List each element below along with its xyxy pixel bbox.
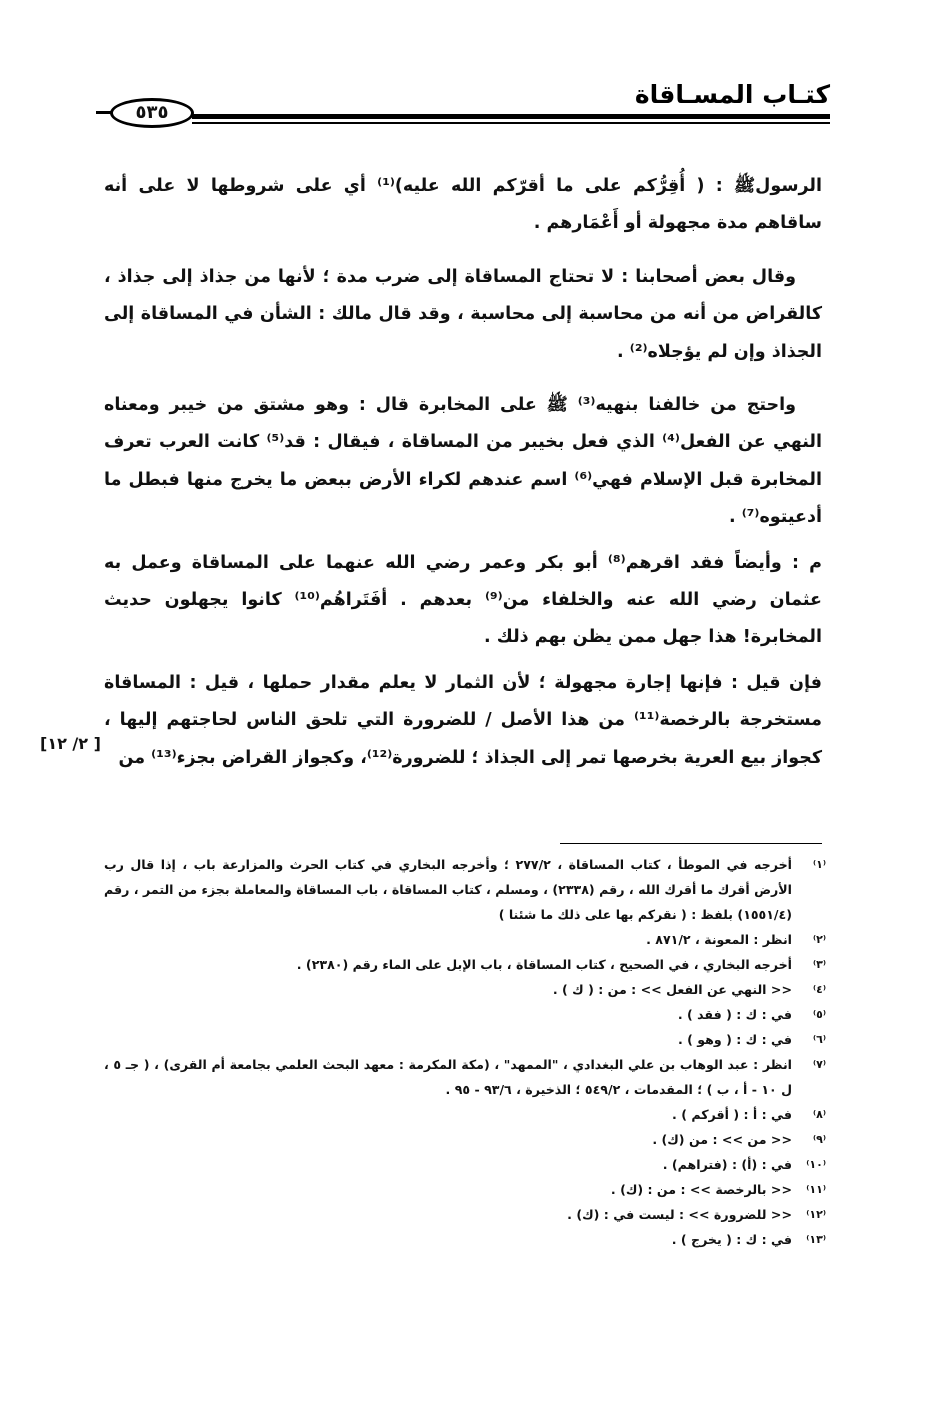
footnote-number: ⁽٤⁾ <box>812 983 826 996</box>
footnote <box>104 1152 826 1177</box>
footnote <box>104 1027 826 1052</box>
footnote <box>104 1052 826 1102</box>
footnotes <box>104 852 826 1252</box>
footnote-text: انظر : عبد الوهاب بن علي البغدادي ، "الممهد" ، (مكة المكرمة : معهد البحث العلمي بجامعة أم القرى) ، ( جـ ٥ ، ل ١٠ - أ ، ب ) ؛ المقدمات ، ٥٤٩/٢ ؛ الذخيرة ، ٩٣/٦ - ٩٥ . <box>104 1057 792 1097</box>
paragraph-4: م : وأيضاً فقد اقرهم⁽⁸⁾ أبو بكر وعمر رضي الله عنهما على المساقاة وعمل به عثمان رضي الله عنه والخلفاء من⁽⁹⁾ بعدهم . أفَتَراهُم⁽¹⁰⁾ كانوا يجهلون حديث المخابرة! هذا جهل ممن يظن بهم ذلك . <box>104 552 823 648</box>
footnote-number: ⁽١٠⁾ <box>806 1158 826 1171</box>
main-text <box>104 168 822 793</box>
footnote-text: في : ك : ( وهو ) . <box>677 1032 792 1047</box>
footnote-number: ⁽٩⁾ <box>812 1133 826 1146</box>
footnote-text: أخرجه في الموطأ ، كتاب المساقاة ، ٢٧٧/٢ ؛ وأخرجه البخاري في كتاب الحرث والمزارعة باب ، إذا قال رب الأرض أقرك ما أقرك الله ، رقم (٢٣٣٨) ، ومسلم ، كتاب المساقاة ، باب المساقاة والمعاملة بجزء من التمر ، رقم (١٥٥١/٤) بلفظ : ( نقركم بها على ذلك ما شئنا ) <box>104 857 792 922</box>
paragraph-2: وقال بعض أصحابنا : لا تحتاج المساقاة إلى ضرب مدة ؛ لأنها من جذاذ إلى جذاذ ، كالقراض من أنه من محاسبة إلى محاسبة ، وقد قال مالك : الشأن في المساقاة إلى الجذاذ وإن لم يؤجلاه⁽²⁾ . <box>104 266 822 362</box>
running-header <box>110 78 830 126</box>
footnote-text: في : ك : ( فقد ) . <box>677 1007 792 1022</box>
footnote-number: ⁽١⁾ <box>812 858 826 871</box>
footnote-number: ⁽٦⁾ <box>812 1033 826 1046</box>
manuscript-folio-marker: [٢/ ١٢ ] <box>40 734 101 753</box>
paragraph-1: الرسولﷺ : ( أُقِرُّكم على ما أقرّكم الله عليه)⁽¹⁾ أي على شروطها لا على أنه ساقاهم مدة مجهولة أو أَعْمَارهم . <box>104 176 822 234</box>
page-number: ٥٣٥ <box>110 98 194 128</box>
footnote <box>104 852 826 927</box>
footnote-text: في : (أ) : (فتراهم) . <box>662 1157 792 1172</box>
footnote-text: في : أ : ( أقركم ) . <box>672 1107 792 1122</box>
footnote-text: أخرجه البخاري ، في الصحيح ، كتاب المساقاة ، باب الإبل على الماء رقم (٢٣٨٠) . <box>296 957 792 972</box>
footnote <box>104 1202 826 1227</box>
footnote <box>104 1177 826 1202</box>
footnote-text: << بالرخصة >> : من : (ك) . <box>610 1182 792 1197</box>
footnote-number: ⁽١٣⁾ <box>806 1233 826 1246</box>
paragraph-5: فإن قيل : فإنها إجارة مجهولة ؛ لأن الثمار لا يعلم مقدار حملها ، قيل : المساقاة مستخرجة بالرخصة⁽¹¹⁾ من هذا الأصل / للضرورة التي تلحق الناس لحاجتهم إليها ، كجواز بيع العرية بخرصها تمر إلى الجذاذ ؛ للضرورة⁽¹²⁾، وكجواز القراض بجزء⁽¹³⁾ من <box>104 672 822 768</box>
header-rule-thick <box>192 114 830 119</box>
header-rule-thin <box>192 122 830 124</box>
footnote-number: ⁽٨⁾ <box>812 1108 826 1121</box>
book-title: كتـاب المسـاقاة <box>634 80 830 109</box>
footnote-separator <box>560 843 822 844</box>
footnote-text: في : ك : ( يخرج ) . <box>671 1232 792 1247</box>
footnote-text: انظر : المعونة ، ٨٧١/٢ . <box>646 932 792 947</box>
footnote-number: ⁽٧⁾ <box>812 1058 826 1071</box>
footnote <box>104 927 826 952</box>
footnote-number: ⁽٥⁾ <box>812 1008 826 1021</box>
footnote <box>104 1102 826 1127</box>
footnote-number: ⁽٣⁾ <box>812 958 826 971</box>
footnote-number: ⁽٢⁾ <box>812 933 826 946</box>
footnote-text: << للضرورة >> : ليست في : (ك) . <box>567 1207 792 1222</box>
footnote <box>104 1002 826 1027</box>
paragraph-3: واحتج من خالفنا بنهيه⁽³⁾ ﷺ على المخابرة قال : وهو مشتق من خيبر ومعناه النهي عن الفعل⁽⁴⁾ الذي فعل بخيبر من المساقاة ، فيقال : قد⁽⁵⁾ كانت العرب تعرف المخابرة قبل الإسلام فهي⁽⁶⁾ اسم عندهم لكراء الأرض ببعض ما يخرج منها فبطل ما أدعيتوه⁽⁷⁾ . <box>104 395 822 528</box>
footnote-text: << النهي عن الفعل >> : من : ( ك ) . <box>552 982 792 997</box>
footnote-number: ⁽١٢⁾ <box>806 1208 826 1221</box>
footnote <box>104 977 826 1002</box>
footnote-number: ⁽١١⁾ <box>806 1183 826 1196</box>
footnote <box>104 1227 826 1252</box>
footnote <box>104 1127 826 1152</box>
footnote-text: << من >> : من (ك) . <box>652 1132 792 1147</box>
footnote <box>104 952 826 977</box>
